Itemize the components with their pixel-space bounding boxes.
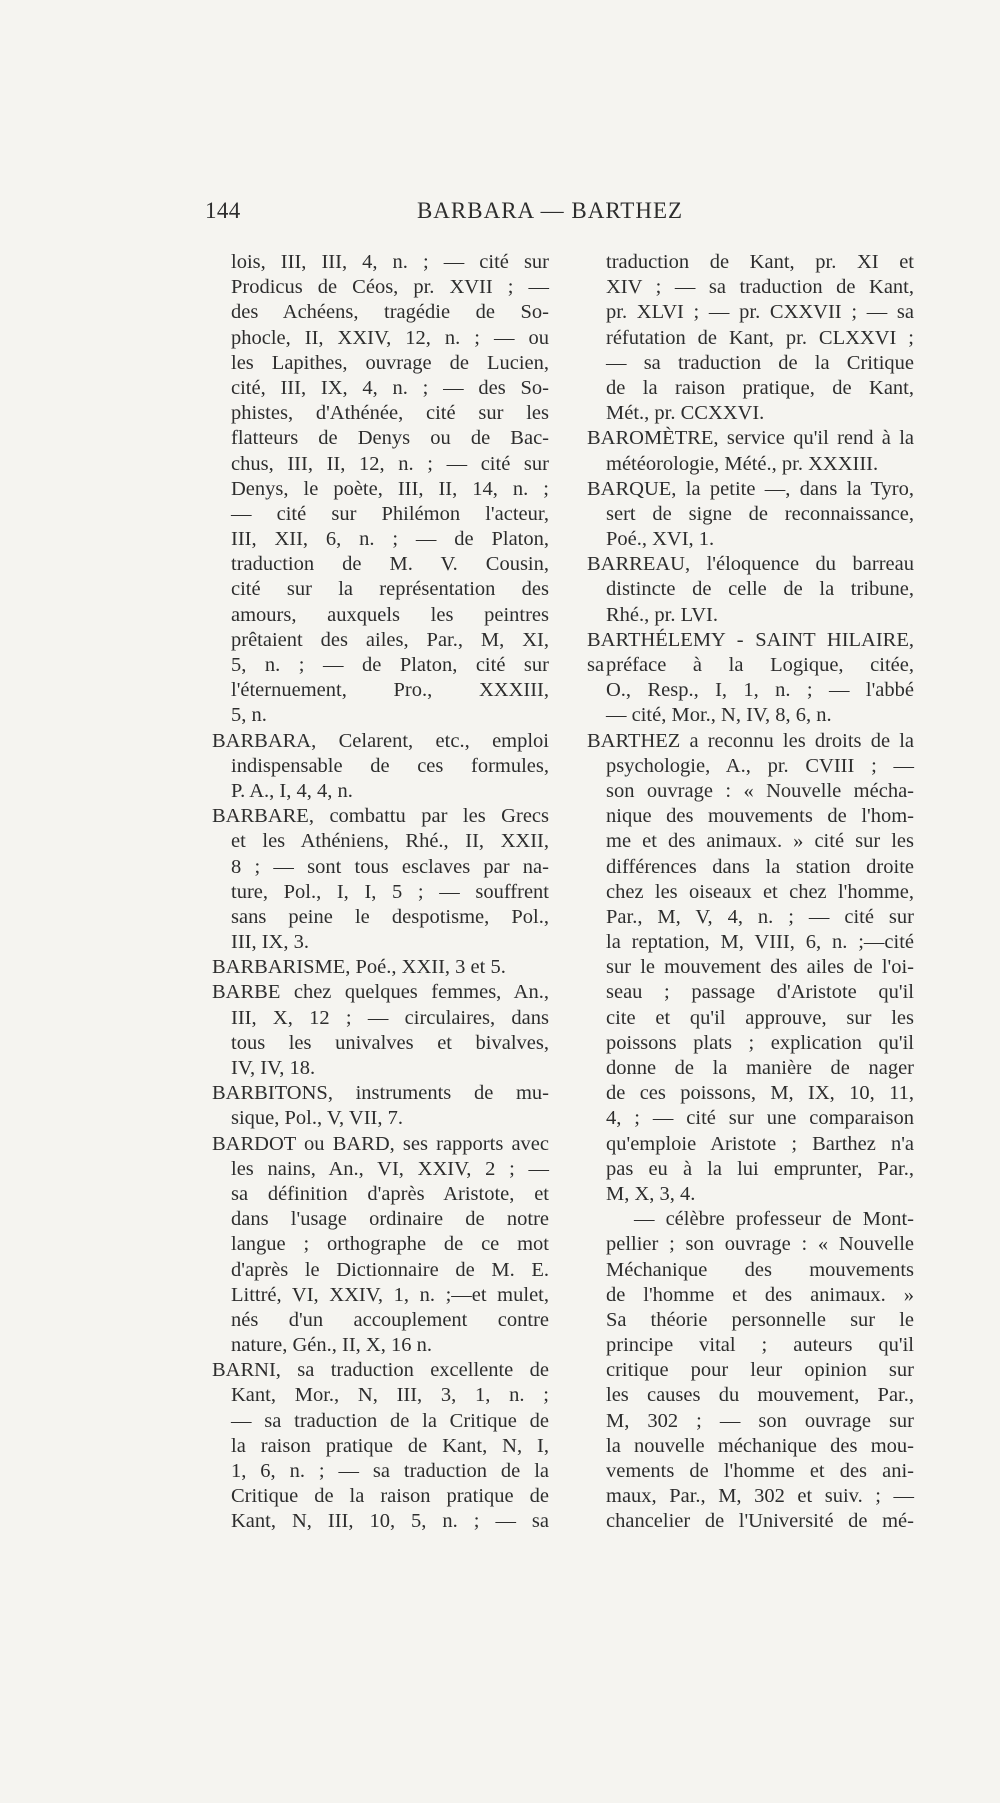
- text-line: 5, n. ; — de Platon, cité sur: [231, 654, 549, 676]
- text-line: nés d'un accouplement contre: [231, 1308, 549, 1331]
- text-line: BARTHEZ a reconnu les droits de la: [587, 729, 914, 752]
- text-line: pr. XLVI ; — pr. CXXVII ; — sa: [606, 301, 914, 324]
- text-line: Méchanique des mouvements: [606, 1258, 914, 1281]
- text-line: lois, III, III, 4, n. ; — cité sur: [231, 251, 549, 273]
- text-line: des Achéens, tragédie de So-: [231, 301, 549, 324]
- text-line: — cité sur Philémon l'acteur,: [231, 502, 549, 525]
- text-line: Poé., XVI, 1.: [606, 528, 715, 551]
- text-line: IV, IV, 18.: [231, 1057, 316, 1079]
- text-line: cité sur la représentation des: [231, 578, 549, 601]
- text-line: de ces poissons, M, IX, 10, 11,: [606, 1082, 914, 1105]
- text-line: traduction de M. V. Cousin,: [231, 553, 549, 576]
- text-line: Sa théorie personnelle sur le: [606, 1308, 914, 1331]
- text-line: qu'emploie Aristote ; Barthez n'a: [606, 1132, 914, 1155]
- text-line: d'après le Dictionnaire de M. E.: [231, 1258, 549, 1281]
- text-line: BARBE chez quelques femmes, An.,: [212, 981, 549, 1004]
- text-line: BARNI, sa traduction excellente de: [212, 1359, 549, 1382]
- text-line: distincte de celle de la tribune,: [606, 578, 914, 601]
- text-line: l'éternuement, Pro., XXXIII,: [231, 679, 549, 702]
- text-line: pas eu à la lui emprunter, Par.,: [606, 1157, 914, 1180]
- text-line: poissons plats ; explication qu'il: [606, 1031, 914, 1054]
- text-line: — sa traduction de la Critique: [606, 351, 914, 374]
- text-line: BARBARE, combattu par les Grecs: [212, 805, 549, 828]
- text-line: BARQUE, la petite —, dans la Tyro,: [587, 477, 914, 500]
- text-line: de la raison pratique, de Kant,: [606, 376, 914, 399]
- text-line: seau ; passage d'Aristote qu'il: [606, 981, 914, 1004]
- text-line: son ouvrage : « Nouvelle mécha-: [606, 779, 914, 802]
- page-number: 144: [205, 198, 241, 223]
- left-column: [212, 250, 549, 1535]
- text-line: nature, Gén., II, X, 16 n.: [231, 1334, 432, 1357]
- text-line: Kant, N, III, 10, 5, n. ; — sa: [231, 1510, 549, 1533]
- text-line: les Lapithes, ouvrage de Lucien,: [231, 351, 549, 374]
- text-line: — sa traduction de la Critique de: [231, 1409, 549, 1432]
- text-line: BAROMÈTRE, service qu'il rend à la: [587, 427, 914, 450]
- text-line: cité, III, IX, 4, n. ; — des So-: [231, 376, 549, 399]
- text-line: la reptation, M, VIII, 6, n. ;—cité: [606, 931, 914, 954]
- text-line: Littré, VI, XXIV, 1, n. ;—et mulet,: [231, 1283, 549, 1306]
- page-header: [205, 198, 895, 232]
- text-line: — cité, Mor., N, IV, 8, 6, n.: [606, 704, 832, 727]
- text-line: Prodicus de Céos, pr. XVII ; —: [231, 276, 549, 299]
- text-line: Rhé., pr. LVI.: [606, 603, 718, 626]
- text-line: tous les univalves et bivalves,: [231, 1031, 549, 1054]
- text-line: la raison pratique de Kant, N, I,: [231, 1434, 549, 1457]
- text-line: flatteurs de Denys ou de Bac-: [231, 427, 549, 450]
- text-line: III, IX, 3.: [231, 931, 309, 954]
- text-line: 8 ; — sont tous esclaves par na-: [231, 855, 549, 878]
- text-line: BARBARISME, Poé., XXII, 3 et 5.: [212, 956, 506, 979]
- text-line: maux, Par., M, 302 et suiv. ; —: [606, 1485, 914, 1508]
- text-line: critique pour leur opinion sur: [606, 1359, 914, 1382]
- text-line: Critique de la raison pratique de: [231, 1485, 549, 1508]
- text-line: Kant, Mor., N, III, 3, 1, n. ;: [231, 1384, 549, 1407]
- text-line: 1, 6, n. ; — sa traduction de la: [231, 1460, 549, 1482]
- text-line: M, X, 3, 4.: [606, 1182, 696, 1205]
- text-line: III, X, 12 ; — circulaires, dans: [231, 1006, 549, 1029]
- text-line: pellier ; son ouvrage : « Nouvelle: [606, 1233, 914, 1256]
- right-column: [587, 250, 914, 1535]
- text-line: sert de signe de reconnaissance,: [606, 502, 914, 525]
- text-line: chancelier de l'Université de mé-: [606, 1510, 914, 1533]
- text-line: indispensable de ces formules,: [231, 754, 549, 777]
- text-line: donne de la manière de nager: [606, 1057, 914, 1079]
- text-line: Par., M, V, 4, n. ; — cité sur: [606, 905, 914, 928]
- text-line: traduction de Kant, pr. XI et: [606, 251, 914, 273]
- text-line: Denys, le poète, III, II, 14, n. ;: [231, 477, 549, 500]
- text-line: phistes, d'Athénée, cité sur les: [231, 402, 549, 425]
- text-line: BARREAU, l'éloquence du barreau: [587, 553, 914, 576]
- text-line: XIV ; — sa traduction de Kant,: [606, 276, 914, 299]
- text-line: sur le mouvement des ailes de l'oi-: [606, 956, 914, 979]
- text-line: et les Athéniens, Rhé., II, XXII,: [231, 830, 549, 853]
- text-line: me et des animaux. » cité sur les: [606, 830, 914, 853]
- text-line: la nouvelle méchanique des mou-: [606, 1434, 914, 1457]
- text-line: P. A., I, 4, 4, n.: [231, 779, 353, 802]
- text-line: chus, III, II, 12, n. ; — cité sur: [231, 452, 549, 475]
- text-line: BARBITONS, instruments de mu-: [212, 1082, 549, 1105]
- text-line: vements de l'homme et des ani-: [606, 1460, 914, 1482]
- text-line: sa définition d'après Aristote, et: [231, 1182, 549, 1205]
- text-line: amours, auxquels les peintres: [231, 603, 549, 626]
- text-line: — célèbre professeur de Mont-: [634, 1208, 914, 1231]
- text-line: phocle, II, XXIV, 12, n. ; — ou: [231, 326, 549, 349]
- text-line: 5, n.: [231, 704, 267, 727]
- text-line: 4, ; — cité sur une comparaison: [606, 1107, 914, 1130]
- text-line: BARTHÉLEMY - SAINT HILAIRE, sa: [587, 628, 914, 677]
- text-line: différences dans la station droite: [606, 855, 914, 878]
- text-line: ture, Pol., I, I, 5 ; — souffrent: [231, 880, 549, 903]
- text-line: principe vital ; auteurs qu'il: [606, 1334, 914, 1357]
- text-line: météorologie, Mété., pr. XXXIII.: [606, 452, 879, 475]
- text-line: chez les oiseaux et chez l'homme,: [606, 880, 914, 903]
- text-line: de l'homme et des animaux. »: [606, 1283, 914, 1306]
- text-line: préface à la Logique, citée,: [606, 654, 914, 676]
- text-line: BARBARA, Celarent, etc., emploi: [212, 729, 549, 752]
- running-title: BARBARA — BARTHEZ: [416, 198, 684, 223]
- text-line: langue ; orthographe de ce mot: [231, 1233, 549, 1256]
- text-line: réfutation de Kant, pr. CLXXVI ;: [606, 326, 914, 349]
- text-line: les causes du mouvement, Par.,: [606, 1384, 914, 1407]
- text-line: O., Resp., I, 1, n. ; — l'abbé: [606, 679, 914, 702]
- text-line: III, XII, 6, n. ; — de Platon,: [231, 528, 549, 551]
- text-line: dans l'usage ordinaire de notre: [231, 1208, 549, 1231]
- text-line: sans peine le despotisme, Pol.,: [231, 905, 549, 928]
- text-line: sique, Pol., V, VII, 7.: [231, 1107, 403, 1130]
- text-line: psychologie, A., pr. CVIII ; —: [606, 754, 914, 777]
- text-line: les nains, An., VI, XXIV, 2 ; —: [231, 1157, 549, 1180]
- text-line: nique des mouvements de l'hom-: [606, 805, 914, 828]
- text-line: cite et qu'il approuve, sur les: [606, 1006, 914, 1029]
- text-line: Mét., pr. CCXXVI.: [606, 402, 765, 425]
- text-line: M, 302 ; — son ouvrage sur: [606, 1409, 914, 1432]
- text-line: BARDOT ou BARD, ses rapports avec: [212, 1132, 549, 1155]
- text-line: prêtaient des ailes, Par., M, XI,: [231, 628, 549, 651]
